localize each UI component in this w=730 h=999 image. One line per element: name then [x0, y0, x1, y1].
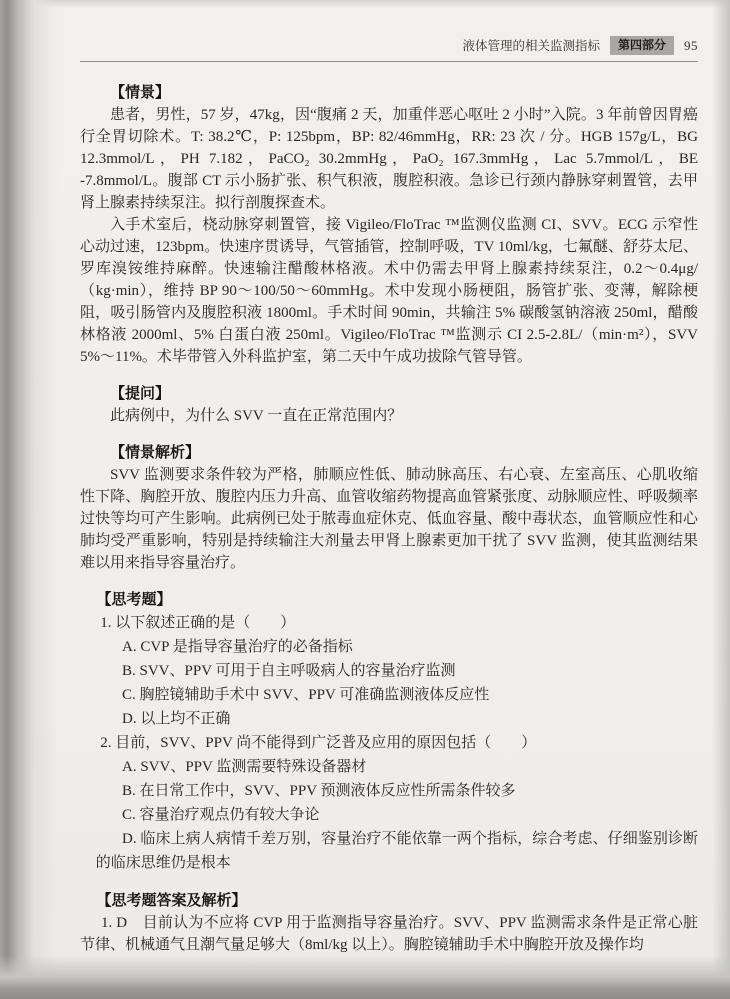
question-option: A. CVP 是指导容量治疗的必备指标	[122, 639, 353, 655]
section-scenario	[80, 82, 698, 368]
question-stem: 1. 以下叙述正确的是（ ）	[100, 615, 296, 631]
body-text	[80, 82, 698, 956]
section-analysis	[80, 442, 698, 574]
question-option: D. 以上均不正确	[122, 711, 231, 727]
section-heading-analysis: 【情景解析】	[110, 445, 201, 461]
paragraph: 患者，男性，57 岁，47kg，因“腹痛 2 天，加重伴恶心呕吐 2 小时”入院。3 年前曾因胃癌行全胃切除术。T: 38.2℃，P: 125bpm，BP: 82/46mmHg，RR: 23 次 / 分。HGB 157g/L，BG 12.3mmol/L，PH 7.182，PaCO₂ 30.2mmHg，PaO₂ 167.3mmHg，Lac 5.7mmol/L，BE -7.8mmol/L。腹部 CT 示小肠扩张、积气积液，腹腔积液。急诊已行颈内静脉穿刺置管，去甲肾上腺素持续泵注。拟行剖腹探查术。	[80, 107, 698, 211]
question-list	[80, 611, 698, 875]
section-answers	[80, 890, 698, 956]
section-heading-answers: 【思考题答案及解析】	[96, 893, 247, 909]
question-option: C. 胸腔镜辅助手术中 SVV、PPV 可准确监测液体反应性	[122, 687, 490, 703]
question-option: B. 在日常工作中，SVV、PPV 预测液体反应性所需条件较多	[122, 783, 516, 799]
running-header	[80, 0, 698, 55]
question-option: A. SVV、PPV 监测需要特殊设备器材	[122, 759, 367, 775]
section-question	[80, 383, 698, 427]
paragraph: 1. D 目前认为不应将 CVP 用于监测指导容量治疗。SVV、PPV 监测需求条件是正常心脏节律、机械通气且潮气量足够大（8ml/kg 以上）。胸腔镜辅助手术中胸腔开放及操作均	[80, 915, 698, 953]
paragraph: 入手术室后，桡动脉穿刺置管，接 Vigileo/FloTrac ™监测仪监测 CI、SVV。ECG 示窄性心动过速，123bpm。快速序贯诱导，气管插管，控制呼吸，TV 10ml/kg，七氟醚、舒芬太尼、罗库溴铵维持麻醉。快速输注醋酸林格液。术中仍需去甲肾上腺素持续泵注，0.2～0.4μg/（kg·min），维持 BP 90～100/50～60mmHg。术中发现小肠梗阻，肠管扩张、变薄，解除梗阻，吸引肠管内及腹腔积液 1800ml。手术时间 90min，共输注 5% 碳酸氢钠溶液 250ml，醋酸林格液 2000ml、5% 白蛋白液 250ml。Vigileo/FloTrac ™监测示 CI 2.5-2.8L/（min·m²），SVV 5%～11%。术毕带管入外科监护室，第二天中午成功拔除气管导管。	[80, 217, 698, 365]
section-heading-scenario: 【情景】	[110, 85, 171, 101]
chapter-title: 液体管理的相关监测指标	[462, 38, 600, 53]
header-rule	[80, 61, 698, 62]
part-badge: 第四部分	[610, 36, 674, 55]
scan-edge-right	[712, 0, 730, 999]
scan-edge-bottom	[0, 955, 730, 999]
section-exercises	[80, 589, 698, 875]
question-option: B. SVV、PPV 可用于自主呼吸病人的容量治疗监测	[122, 663, 456, 679]
section-heading-exercises: 【思考题】	[96, 592, 172, 608]
section-heading-question: 【提问】	[110, 386, 171, 402]
page-number: 95	[684, 37, 698, 53]
paragraph: 此病例中，为什么 SVV 一直在正常范围内？	[110, 408, 403, 424]
question-stem: 2. 目前，SVV、PPV 尚不能得到广泛普及应用的原因包括（ ）	[100, 735, 537, 751]
question-option: C. 容量治疗观点仍有较大争论	[122, 807, 320, 823]
page-content	[80, 0, 698, 956]
scan-binding-shadow	[0, 0, 58, 999]
question-option: D. 临床上病人病情千差万别，容量治疗不能依靠一两个指标，综合考虑、仔细鉴别诊断的临床思维仍是根本	[95, 831, 698, 871]
paragraph: SVV 监测要求条件较为严格，肺顺应性低、肺动脉高压、右心衰、左室高压、心肌收缩性下降、胸腔开放、腹腔内压力升高、血管收缩药物提高血管紧张度、动脉顺应性、呼吸频率过快等均可产生影响。此病例已处于脓毒血症休克、低血容量、酸中毒状态，血管顺应性和心肺均受严重影响，特别是持续输注大剂量去甲肾上腺素更加干扰了 SVV 监测，使其监测结果难以用来指导容量治疗。	[80, 467, 698, 571]
